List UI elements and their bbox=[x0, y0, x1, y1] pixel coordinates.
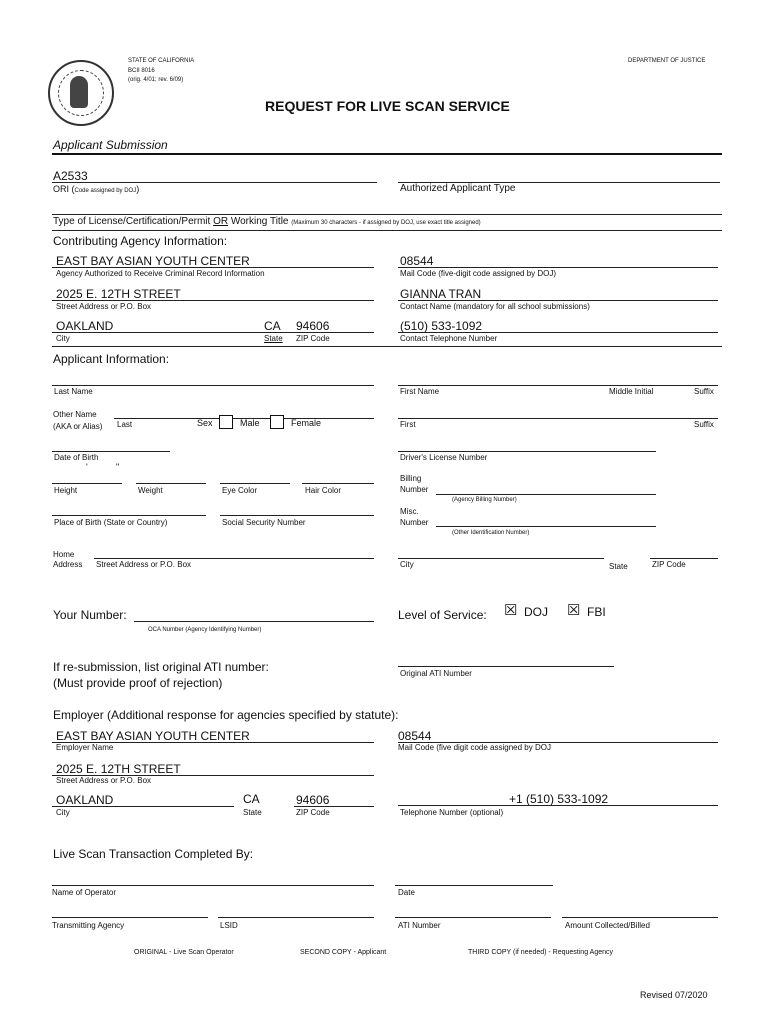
employer-city-value[interactable]: OAKLAND bbox=[56, 793, 114, 807]
employer-phone-line bbox=[398, 805, 718, 806]
home-zip-label[interactable]: ZIP Code bbox=[652, 560, 686, 569]
misc-number-label: Number bbox=[400, 518, 429, 527]
male-checkbox[interactable] bbox=[219, 415, 233, 429]
level-of-service-label: Level of Service: bbox=[398, 608, 487, 622]
agency-street-line bbox=[52, 300, 374, 301]
eye-color-label[interactable]: Eye Color bbox=[222, 486, 258, 495]
ssn-label[interactable]: Social Security Number bbox=[222, 518, 306, 527]
section-divider-3 bbox=[52, 346, 722, 347]
agency-name-label: Agency Authorized to Receive Criminal Record Information bbox=[56, 269, 265, 278]
home-city-line bbox=[398, 558, 604, 559]
employer-state-label: State bbox=[243, 808, 262, 817]
contact-name-value[interactable]: GIANNA TRAN bbox=[400, 287, 482, 301]
height-line bbox=[52, 483, 122, 484]
hair-color-line bbox=[302, 483, 374, 484]
ati-number-label[interactable]: ATI Number bbox=[398, 921, 441, 930]
place-of-birth-label[interactable]: Place of Birth (State or Country) bbox=[54, 518, 168, 527]
other-name-label: Other Name bbox=[53, 410, 97, 419]
aka-suffix-label[interactable]: Suffix bbox=[694, 420, 714, 429]
misc-note: (Other Identification Number) bbox=[452, 530, 530, 536]
amount-line bbox=[562, 917, 718, 918]
dl-line bbox=[398, 451, 656, 452]
fbi-label: FBI bbox=[587, 605, 606, 619]
copy-original: ORIGINAL - Live Scan Operator bbox=[134, 949, 234, 956]
contact-phone-value[interactable]: (510) 533-1092 bbox=[400, 319, 483, 333]
state-label: STATE OF CALIFORNIA bbox=[128, 58, 195, 64]
misc-number-line[interactable] bbox=[436, 526, 656, 527]
employer-name-label: Employer Name bbox=[56, 743, 114, 752]
employer-phone-value[interactable]: +1 (510) 533-1092 bbox=[509, 792, 609, 806]
agency-street-value[interactable]: 2025 E. 12TH STREET bbox=[56, 287, 181, 301]
your-number-label: Your Number: bbox=[53, 608, 127, 622]
fbi-checkbox[interactable]: ☒ bbox=[567, 602, 581, 619]
male-label: Male bbox=[240, 418, 260, 428]
employer-zip-value[interactable]: 94606 bbox=[296, 793, 330, 807]
address-label: Address bbox=[53, 560, 83, 569]
dob-line bbox=[52, 451, 170, 452]
agency-zip-value[interactable]: 94606 bbox=[296, 319, 330, 333]
oca-note: OCA Number (Agency Identifying Number) bbox=[148, 627, 262, 633]
weight-line bbox=[136, 483, 206, 484]
agency-zip-label: ZIP Code bbox=[296, 334, 330, 343]
form-revision: (orig. 4/01; rev. 6/09) bbox=[128, 77, 184, 83]
employer-phone-label: Telephone Number (optional) bbox=[400, 808, 504, 817]
ori-field-line bbox=[52, 182, 377, 183]
billing-number-label: Number bbox=[400, 485, 429, 494]
transmitting-agency-label[interactable]: Transmitting Agency bbox=[52, 921, 125, 930]
form-id: BCII 8016 bbox=[128, 68, 155, 74]
suffix-label[interactable]: Suffix bbox=[694, 387, 714, 396]
submission-heading: Applicant Submission bbox=[53, 138, 168, 152]
female-checkbox[interactable] bbox=[270, 415, 284, 429]
employer-mail-label: Mail Code (five digit code assigned by DOJ bbox=[398, 743, 551, 752]
ssn-line bbox=[220, 515, 374, 516]
license-field-line bbox=[52, 214, 722, 215]
license-label[interactable]: Type of License/Certification/Permit OR Working Title (Maximum 30 characters - if assigned by DOJ, use exact title assigned) bbox=[53, 216, 481, 227]
employer-street-value[interactable]: 2025 E. 12TH STREET bbox=[56, 762, 181, 776]
last-name-label[interactable]: Last Name bbox=[54, 387, 93, 396]
home-city-label[interactable]: City bbox=[400, 560, 414, 569]
home-label: Home bbox=[53, 550, 75, 559]
date-line bbox=[395, 885, 553, 886]
doj-label: DOJ bbox=[524, 605, 548, 619]
employer-state-value[interactable]: CA bbox=[243, 792, 260, 806]
employer-heading: Employer (Additional response for agencies specified by statute): bbox=[53, 708, 399, 722]
contact-phone-label: Contact Telephone Number bbox=[400, 334, 498, 343]
home-street-line bbox=[94, 558, 374, 559]
lsid-label[interactable]: LSID bbox=[220, 921, 238, 930]
revised-date: Revised 07/2020 bbox=[640, 990, 708, 1000]
livescan-heading: Live Scan Transaction Completed By: bbox=[53, 847, 254, 861]
sex-label: Sex bbox=[197, 418, 213, 428]
drivers-license-label[interactable]: Driver's License Number bbox=[400, 453, 488, 462]
feet-mark: ' bbox=[86, 462, 88, 472]
billing-label: Billing bbox=[400, 474, 422, 483]
hair-color-label[interactable]: Hair Color bbox=[305, 486, 342, 495]
agency-state-label: State bbox=[264, 334, 283, 343]
resubmission-text: If re-submission, list original ATI number: bbox=[53, 660, 269, 674]
inch-mark: " bbox=[116, 462, 120, 472]
contact-name-line bbox=[398, 300, 718, 301]
aka-first-label[interactable]: First bbox=[400, 420, 416, 429]
home-street-label[interactable]: Street Address or P.O. Box bbox=[96, 560, 192, 569]
contact-phone-line bbox=[398, 332, 718, 333]
operator-label[interactable]: Name of Operator bbox=[52, 888, 117, 897]
female-label: Female bbox=[291, 418, 322, 428]
billing-note: (Agency Billing Number) bbox=[452, 497, 517, 503]
height-label[interactable]: Height bbox=[54, 486, 78, 495]
original-ati-line[interactable] bbox=[398, 666, 614, 667]
aka-label: (AKA or Alias) bbox=[53, 422, 103, 431]
copy-second: SECOND COPY - Applicant bbox=[300, 949, 387, 956]
misc-label: Misc. bbox=[400, 507, 419, 516]
first-name-label[interactable]: First Name bbox=[400, 387, 440, 396]
employer-street-label: Street Address or P.O. Box bbox=[56, 776, 152, 785]
employer-mail-value[interactable]: 08544 bbox=[398, 729, 432, 743]
aka-last-label[interactable]: Last bbox=[117, 420, 133, 429]
mail-code-value[interactable]: 08544 bbox=[400, 254, 434, 268]
pob-line bbox=[52, 515, 206, 516]
authorized-type-label[interactable]: Authorized Applicant Type bbox=[400, 183, 516, 194]
agency-street-label: Street Address or P.O. Box bbox=[56, 302, 152, 311]
home-state-label[interactable]: State bbox=[609, 562, 628, 571]
agency-heading: Contributing Agency Information: bbox=[53, 234, 228, 248]
resubmission-note: (Must provide proof of rejection) bbox=[53, 676, 223, 690]
employer-city-line bbox=[52, 806, 234, 807]
home-zip-line bbox=[650, 558, 718, 559]
dob-label[interactable]: Date of Birth bbox=[54, 453, 99, 462]
agency-city-value[interactable]: OAKLAND bbox=[56, 319, 114, 333]
employer-zip-line bbox=[294, 806, 374, 807]
agency-name-line bbox=[52, 267, 374, 268]
california-seal-icon bbox=[48, 60, 114, 126]
original-ati-label: Original ATI Number bbox=[400, 669, 472, 678]
section-divider bbox=[52, 153, 722, 155]
doj-checkbox[interactable]: ☒ bbox=[504, 602, 518, 619]
middle-initial-label[interactable]: Middle Initial bbox=[609, 387, 654, 396]
employer-zip-label: ZIP Code bbox=[296, 808, 330, 817]
ati-number-line bbox=[395, 917, 551, 918]
ori-label: ORI (Code assigned by DOJ) bbox=[53, 184, 140, 194]
page-title: REQUEST FOR LIVE SCAN SERVICE bbox=[265, 98, 510, 114]
agency-name-value[interactable]: EAST BAY ASIAN YOUTH CENTER bbox=[56, 254, 250, 268]
applicant-heading: Applicant Information: bbox=[53, 352, 170, 366]
agency-city-line bbox=[52, 332, 374, 333]
department-label: DEPARTMENT OF JUSTICE bbox=[628, 58, 706, 64]
lsid-line bbox=[218, 917, 374, 918]
aka-first-line bbox=[398, 418, 718, 419]
mail-code-label: Mail Code (five-digit code assigned by DOJ) bbox=[400, 269, 557, 278]
amount-label[interactable]: Amount Collected/Billed bbox=[565, 921, 650, 930]
your-number-line[interactable] bbox=[134, 621, 374, 622]
date-label[interactable]: Date bbox=[398, 888, 415, 897]
first-name-line bbox=[398, 385, 718, 386]
copy-third: THIRD COPY (if needed) - Requesting Agency bbox=[468, 949, 613, 956]
eye-color-line bbox=[220, 483, 290, 484]
agency-city-label: City bbox=[56, 334, 70, 343]
employer-city-label: City bbox=[56, 808, 70, 817]
transmitting-agency-line bbox=[52, 917, 208, 918]
weight-label[interactable]: Weight bbox=[138, 486, 163, 495]
contact-name-label: Contact Name (mandatory for all school submissions) bbox=[400, 302, 590, 311]
last-name-line bbox=[52, 385, 374, 386]
operator-line bbox=[52, 885, 374, 886]
billing-number-line[interactable] bbox=[436, 494, 656, 495]
agency-state-value[interactable]: CA bbox=[264, 319, 281, 333]
mail-code-line bbox=[398, 267, 718, 268]
employer-name-value[interactable]: EAST BAY ASIAN YOUTH CENTER bbox=[56, 729, 250, 743]
section-divider-2 bbox=[52, 230, 722, 231]
ori-value[interactable]: A2533 bbox=[53, 169, 88, 183]
